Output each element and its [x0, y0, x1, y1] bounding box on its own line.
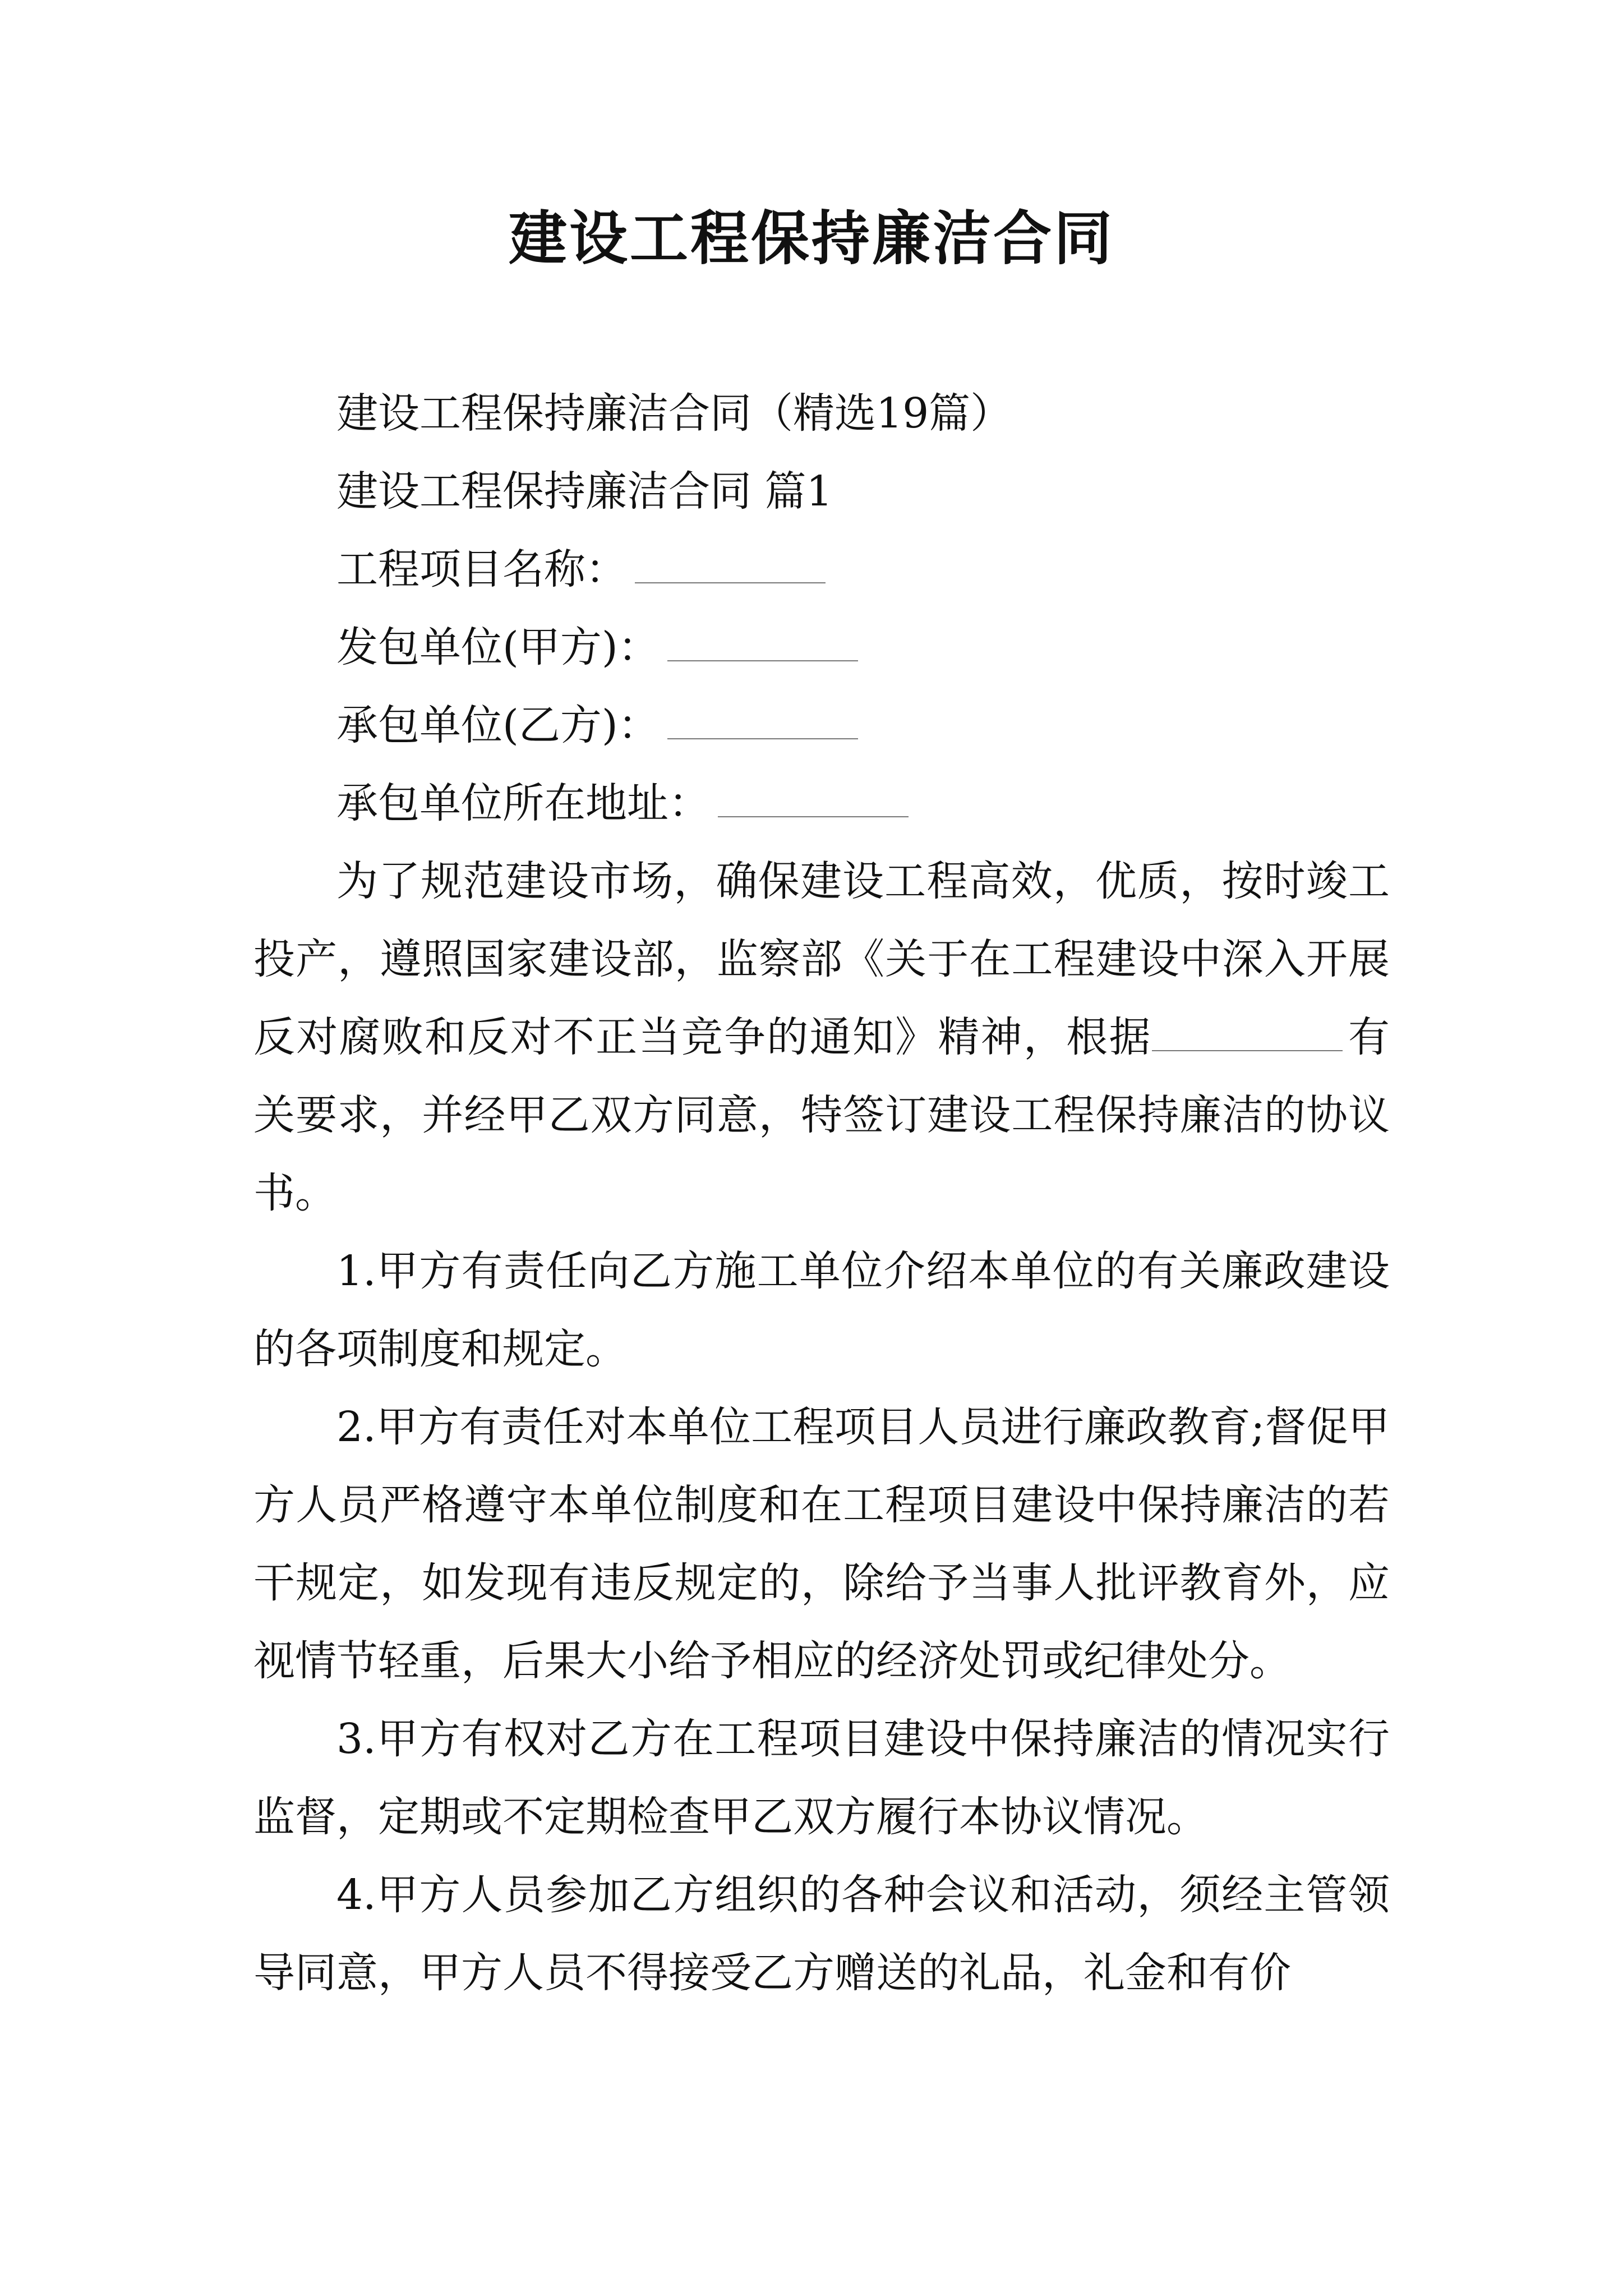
- preamble-paragraph: [253, 843, 1390, 1232]
- field-label: 工程项目名称：: [336, 545, 627, 593]
- document-title: 建设工程保持廉洁合同: [508, 204, 1114, 273]
- field-party-a: [253, 609, 1390, 687]
- field-party-b: [253, 687, 1390, 765]
- preamble-text-2: 有关要求，并经甲乙双方同意，特签订建设工程保持廉洁的协议书。: [253, 1013, 1390, 1217]
- fill-in-blank: [635, 550, 826, 583]
- field-project-name: [253, 531, 1390, 609]
- preamble-text-1: 为了规范建设市场，确保建设工程高效，优质，按时竣工投产，遵照国家建设部，监察部《关于在工程建设中深入开展反对腐败和反对不正当竞争的通知》精神，根据: [253, 857, 1390, 1061]
- field-label: 承包单位所在地址：: [336, 779, 710, 827]
- field-party-b-address: [253, 765, 1390, 843]
- fill-in-blank: [718, 784, 909, 817]
- fill-in-blank: [667, 706, 858, 739]
- fill-in-blank: [667, 628, 858, 661]
- fill-in-blank: [1152, 1018, 1343, 1051]
- section-heading: 建设工程保持廉洁合同 篇1: [336, 467, 833, 516]
- clause-paragraph: 2.甲方有责任对本单位工程项目人员进行廉政教育;督促甲方人员严格遵守本单位制度和在工程项目建设中保持廉洁的若干规定，如发现有违反规定的，除给予当事人批评教育外，应视情节轻重，后果大小给予相应的经济处罚或纪律处分。: [253, 1403, 1390, 1685]
- document-subtitle: 建设工程保持廉洁合同（精选19篇）: [336, 389, 1012, 438]
- document-body: [253, 375, 1390, 2012]
- field-label: 承包单位(乙方)：: [336, 701, 660, 749]
- clause-paragraph: 1.甲方有责任向乙方施工单位介绍本单位的有关廉政建设的各项制度和规定。: [253, 1247, 1390, 1373]
- clause-paragraph: 4.甲方人员参加乙方组织的各种会议和活动，须经主管领导同意，甲方人员不得接受乙方赠送的礼品，礼金和有价: [253, 1871, 1390, 1997]
- field-label: 发包单位(甲方)：: [336, 623, 660, 671]
- clause-paragraph: 3.甲方有权对乙方在工程项目建设中保持廉洁的情况实行监督，定期或不定期检查甲乙双方履行本协议情况。: [253, 1715, 1390, 1841]
